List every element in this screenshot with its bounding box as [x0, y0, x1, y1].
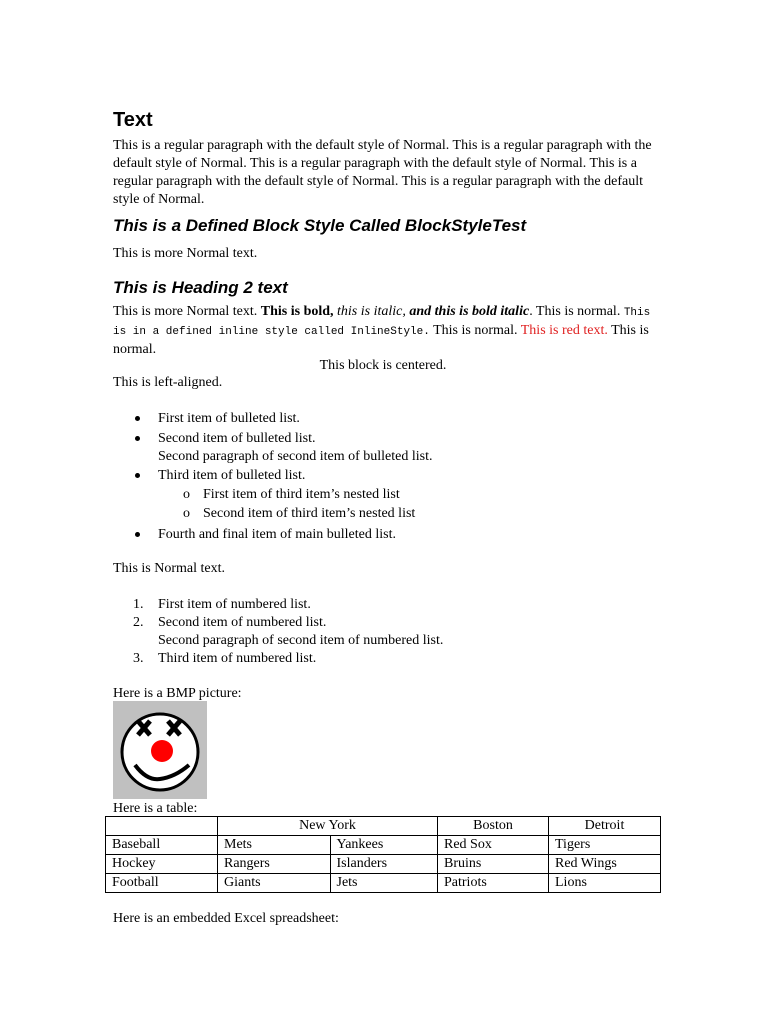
list-item-text: Second paragraph of second item of numbered list.: [158, 633, 444, 648]
italic-text-run: this is italic,: [337, 304, 410, 319]
more-normal-text: This is more Normal text.: [113, 246, 258, 261]
list-item-text: Fourth and final item of main bulleted list.: [158, 527, 396, 542]
table-cell: Rangers: [218, 855, 331, 874]
table-cell: Football: [106, 874, 218, 893]
list-item: [113, 526, 653, 544]
table-cell: Lions: [549, 874, 661, 893]
list-item-text: Second item of third item’s nested list: [203, 506, 416, 521]
left-aligned-text: This is left-aligned.: [113, 375, 223, 390]
table-row: [106, 855, 661, 874]
list-item-text: First item of bulleted list.: [158, 411, 300, 426]
normal-text-run: This is more Normal text.: [113, 304, 261, 319]
normal-text: This is Normal text.: [113, 561, 225, 576]
table-row: [106, 836, 661, 855]
normal-text-run: This is normal.: [113, 323, 649, 357]
table-row: [106, 874, 661, 893]
table-cell: Bruins: [438, 855, 549, 874]
numbered-list: [113, 596, 653, 668]
table-cell: Hockey: [106, 855, 218, 874]
table-cell: Tigers: [549, 836, 661, 855]
list-item-text: Second item of bulleted list.: [158, 431, 316, 446]
bullet-icon: [135, 436, 140, 441]
list-item: [113, 614, 653, 650]
table-cell: Red Wings: [549, 855, 661, 874]
table-cell: Red Sox: [438, 836, 549, 855]
table-header-cell: Boston: [438, 817, 549, 836]
table-cell: Patriots: [438, 874, 549, 893]
bullet-icon: [135, 532, 140, 537]
red-text-run: This is red text.: [520, 323, 608, 338]
list-number: 2.: [133, 615, 144, 630]
list-item-text: First item of numbered list.: [158, 597, 311, 612]
list-item-text: Second item of numbered list.: [158, 615, 327, 630]
table-cell: Jets: [330, 874, 438, 893]
nested-bullet-icon: o: [183, 506, 190, 521]
inline-style-text: This is in a defined inline style called InlineStyle.: [113, 307, 651, 338]
table-cell: Yankees: [330, 836, 438, 855]
list-item-text: Third item of numbered list.: [158, 651, 317, 666]
bold-text-run: This is bold,: [260, 304, 338, 319]
table-cell: Islanders: [330, 855, 438, 874]
table-cell: Baseball: [106, 836, 218, 855]
table-header-cell: Detroit: [549, 817, 661, 836]
list-item: [113, 650, 653, 668]
nested-bullet-icon: o: [183, 487, 190, 502]
list-item-text: Second paragraph of second item of bulleted list.: [158, 449, 433, 464]
table-label: Here is a table:: [113, 801, 198, 816]
list-item: [113, 596, 653, 614]
bullet-icon: [135, 416, 140, 421]
block-style-heading: This is a Defined Block Style Called BlockStyleTest: [113, 216, 527, 235]
heading-2: This is Heading 2 text: [113, 278, 288, 297]
clown-face-picture: [113, 701, 207, 799]
mixed-style-paragraph: [113, 303, 653, 359]
bmp-label: Here is a BMP picture:: [113, 686, 242, 701]
list-item: [113, 430, 653, 466]
list-item: [113, 410, 653, 428]
bullet-icon: [135, 473, 140, 478]
list-item-text: First item of third item’s nested list: [203, 487, 400, 502]
bulleted-list: [113, 410, 653, 544]
nested-list-item: [113, 486, 653, 504]
table-cell: Giants: [218, 874, 331, 893]
table-cell: [106, 817, 218, 836]
heading-text: Text: [113, 109, 153, 131]
table-header-cell: New York: [218, 817, 438, 836]
table-header-row: [106, 817, 661, 836]
clown-face-icon: [113, 701, 207, 799]
list-item-text: Third item of bulleted list.: [158, 468, 306, 483]
normal-text-run: . This is normal.: [529, 304, 624, 319]
excel-label: Here is an embedded Excel spreadsheet:: [113, 911, 339, 926]
centered-block: This block is centered.: [319, 358, 447, 373]
nested-list-item: [113, 505, 653, 523]
normal-text-run: This is normal.: [429, 323, 521, 338]
intro-paragraph: This is a regular paragraph with the default style of Normal. This is a regular paragraph with the default style of Normal. This is a regular paragraph with the default style of Normal. This is a regular paragraph with the default style of Normal. This is a regular paragraph with the default style of Normal.: [113, 138, 652, 207]
sports-table: [105, 816, 661, 893]
list-item: [113, 467, 653, 485]
list-number: 3.: [133, 651, 144, 666]
list-number: 1.: [133, 597, 144, 612]
bold-italic-text-run: and this is bold italic: [409, 304, 530, 319]
table-cell: Mets: [218, 836, 331, 855]
